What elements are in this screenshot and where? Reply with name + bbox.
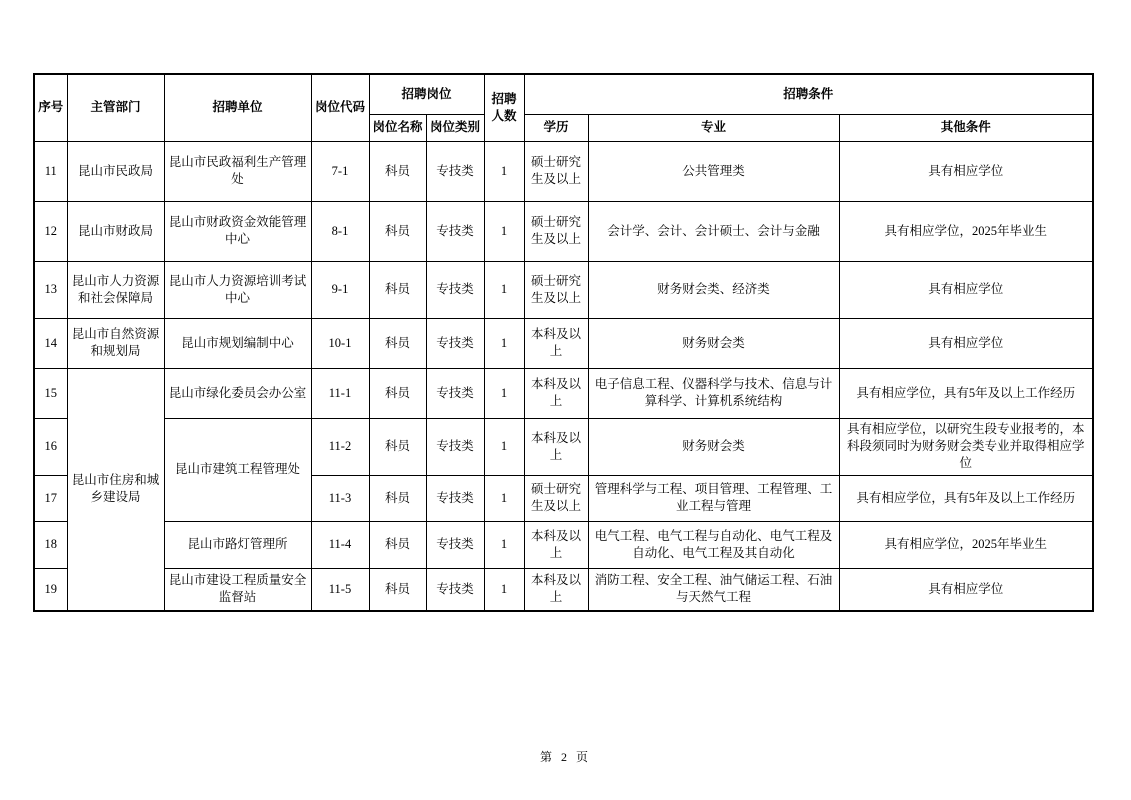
- cell-position-name: 科员: [369, 568, 426, 611]
- cell-department-merged: 昆山市住房和城乡建设局: [67, 368, 164, 611]
- cell-education: 硕士研究生及以上: [524, 141, 588, 201]
- cell-education: 本科及以上: [524, 521, 588, 568]
- cell-other: 具有相应学位: [839, 568, 1093, 611]
- cell-position-name: 科员: [369, 418, 426, 475]
- table-row: [34, 318, 1093, 368]
- cell-serial: 17: [34, 475, 67, 521]
- cell-position-category: 专技类: [426, 261, 484, 318]
- cell-headcount: 1: [484, 318, 524, 368]
- col-header-position-name: 岗位名称: [369, 114, 426, 141]
- cell-other: 具有相应学位，具有5年及以上工作经历: [839, 475, 1093, 521]
- cell-headcount: 1: [484, 568, 524, 611]
- cell-headcount: 1: [484, 261, 524, 318]
- cell-headcount: 1: [484, 141, 524, 201]
- cell-education: 硕士研究生及以上: [524, 261, 588, 318]
- col-header-department: 主管部门: [67, 74, 164, 141]
- cell-serial: 11: [34, 141, 67, 201]
- cell-unit-merged: 昆山市建筑工程管理处: [164, 418, 311, 521]
- cell-position-name: 科员: [369, 368, 426, 418]
- col-header-position-group: 招聘岗位: [369, 74, 484, 114]
- cell-serial: 13: [34, 261, 67, 318]
- cell-serial: 16: [34, 418, 67, 475]
- cell-code: 8-1: [311, 201, 369, 261]
- cell-unit: 昆山市路灯管理所: [164, 521, 311, 568]
- table-row: [34, 141, 1093, 201]
- table-row: [34, 261, 1093, 318]
- cell-serial: 14: [34, 318, 67, 368]
- cell-serial: 15: [34, 368, 67, 418]
- page-number: 第 2 页: [539, 750, 591, 764]
- cell-position-category: 专技类: [426, 418, 484, 475]
- col-header-other: 其他条件: [839, 114, 1093, 141]
- cell-position-category: 专技类: [426, 521, 484, 568]
- cell-position-category: 专技类: [426, 568, 484, 611]
- cell-major: 管理科学与工程、项目管理、工程管理、工业工程与管理: [588, 475, 839, 521]
- cell-major: 消防工程、安全工程、油气储运工程、石油与天然气工程: [588, 568, 839, 611]
- recruitment-table: [33, 73, 1094, 612]
- cell-position-category: 专技类: [426, 318, 484, 368]
- cell-department: 昆山市财政局: [67, 201, 164, 261]
- cell-position-name: 科员: [369, 141, 426, 201]
- cell-other: 具有相应学位，2025年毕业生: [839, 521, 1093, 568]
- table-row: [34, 368, 1093, 418]
- col-header-serial: 序号: [34, 74, 67, 141]
- cell-code: 11-4: [311, 521, 369, 568]
- cell-headcount: 1: [484, 368, 524, 418]
- col-header-conditions-group: 招聘条件: [524, 74, 1093, 114]
- cell-department: 昆山市自然资源和规划局: [67, 318, 164, 368]
- col-header-code: 岗位代码: [311, 74, 369, 141]
- cell-position-name: 科员: [369, 318, 426, 368]
- cell-other: 具有相应学位，以研究生段专业报考的，本科段须同时为财务财会类专业并取得相应学位: [839, 418, 1093, 475]
- cell-serial: 18: [34, 521, 67, 568]
- cell-position-category: 专技类: [426, 368, 484, 418]
- cell-headcount: 1: [484, 201, 524, 261]
- cell-code: 10-1: [311, 318, 369, 368]
- cell-position-category: 专技类: [426, 475, 484, 521]
- cell-unit: 昆山市人力资源培训考试中心: [164, 261, 311, 318]
- cell-position-name: 科员: [369, 261, 426, 318]
- cell-major: 电子信息工程、仪器科学与技术、信息与计算科学、计算机系统结构: [588, 368, 839, 418]
- cell-code: 11-3: [311, 475, 369, 521]
- col-header-major: 专业: [588, 114, 839, 141]
- table-row: [34, 568, 1093, 611]
- cell-headcount: 1: [484, 475, 524, 521]
- cell-code: 7-1: [311, 141, 369, 201]
- cell-headcount: 1: [484, 521, 524, 568]
- header-row-1: [34, 74, 1093, 114]
- cell-education: 硕士研究生及以上: [524, 475, 588, 521]
- cell-education: 本科及以上: [524, 418, 588, 475]
- col-header-headcount: 招聘人数: [484, 74, 524, 141]
- cell-other: 具有相应学位: [839, 318, 1093, 368]
- cell-position-name: 科员: [369, 521, 426, 568]
- cell-code: 11-1: [311, 368, 369, 418]
- col-header-education: 学历: [524, 114, 588, 141]
- cell-major: 电气工程、电气工程与自动化、电气工程及自动化、电气工程及其自动化: [588, 521, 839, 568]
- cell-code: 9-1: [311, 261, 369, 318]
- cell-unit: 昆山市绿化委员会办公室: [164, 368, 311, 418]
- table-row: [34, 201, 1093, 261]
- cell-unit: 昆山市建设工程质量安全监督站: [164, 568, 311, 611]
- cell-code: 11-2: [311, 418, 369, 475]
- col-header-unit: 招聘单位: [164, 74, 311, 141]
- cell-education: 硕士研究生及以上: [524, 201, 588, 261]
- cell-serial: 19: [34, 568, 67, 611]
- cell-position-category: 专技类: [426, 201, 484, 261]
- col-header-position-category: 岗位类别: [426, 114, 484, 141]
- cell-unit: 昆山市规划编制中心: [164, 318, 311, 368]
- cell-other: 具有相应学位: [839, 141, 1093, 201]
- cell-education: 本科及以上: [524, 318, 588, 368]
- cell-other: 具有相应学位，具有5年及以上工作经历: [839, 368, 1093, 418]
- cell-major: 财务财会类: [588, 418, 839, 475]
- cell-other: 具有相应学位: [839, 261, 1093, 318]
- cell-position-category: 专技类: [426, 141, 484, 201]
- cell-unit: 昆山市民政福利生产管理处: [164, 141, 311, 201]
- cell-major: 会计学、会计、会计硕士、会计与金融: [588, 201, 839, 261]
- table-row: [34, 521, 1093, 568]
- cell-serial: 12: [34, 201, 67, 261]
- cell-education: 本科及以上: [524, 368, 588, 418]
- cell-headcount: 1: [484, 418, 524, 475]
- cell-department: 昆山市人力资源和社会保障局: [67, 261, 164, 318]
- cell-education: 本科及以上: [524, 568, 588, 611]
- cell-other: 具有相应学位，2025年毕业生: [839, 201, 1093, 261]
- cell-major: 财务财会类、经济类: [588, 261, 839, 318]
- cell-major: 财务财会类: [588, 318, 839, 368]
- cell-position-name: 科员: [369, 475, 426, 521]
- cell-unit: 昆山市财政资金效能管理中心: [164, 201, 311, 261]
- cell-position-name: 科员: [369, 201, 426, 261]
- table-row: [34, 418, 1093, 475]
- cell-department: 昆山市民政局: [67, 141, 164, 201]
- cell-code: 11-5: [311, 568, 369, 611]
- cell-major: 公共管理类: [588, 141, 839, 201]
